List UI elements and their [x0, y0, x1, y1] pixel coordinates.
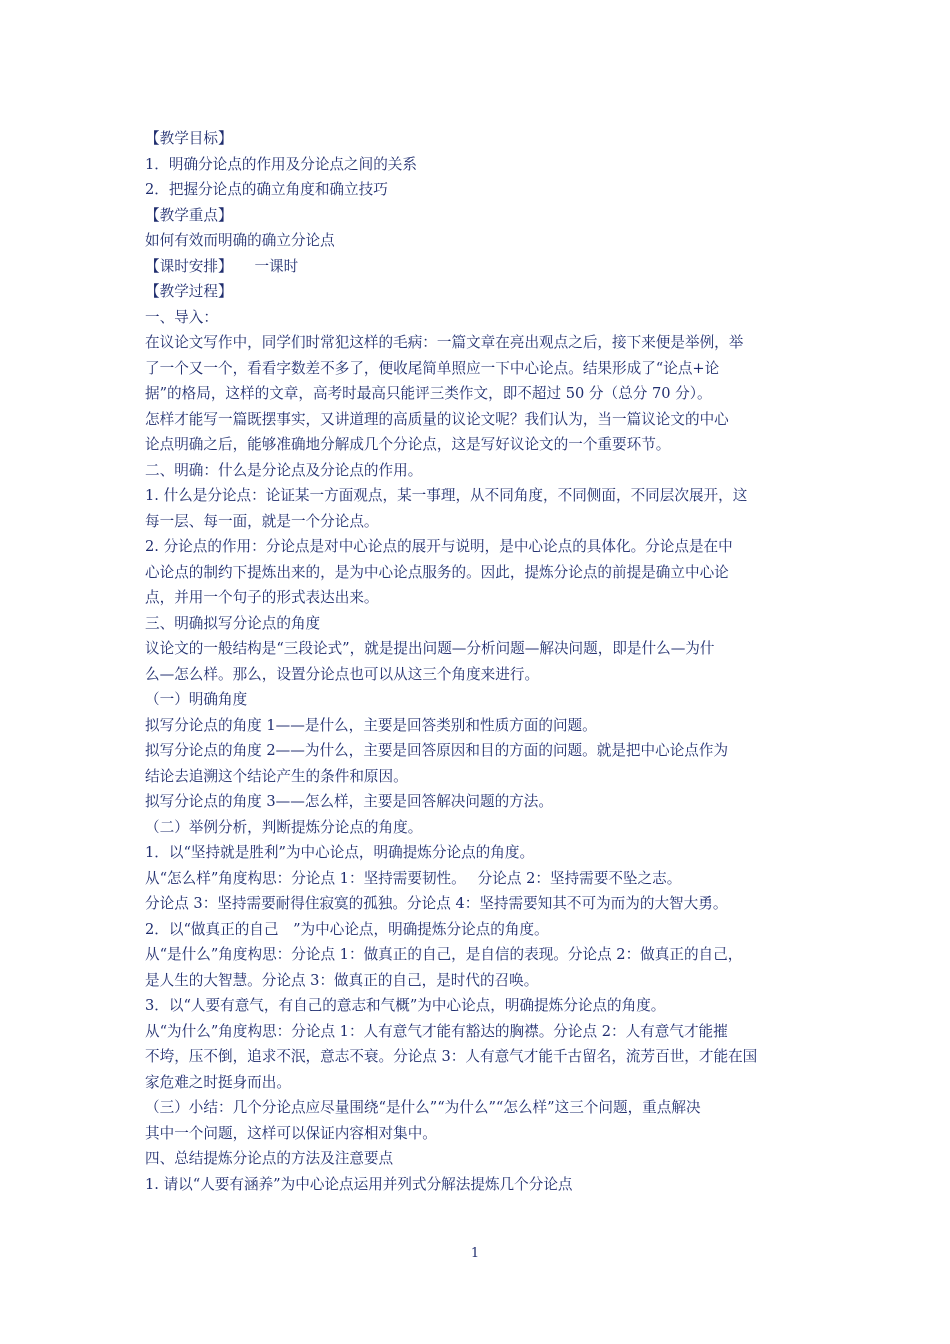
paragraph-line: 拟写分论点的角度 3——怎么样，主要是回答解决问题的方法。: [145, 793, 553, 810]
example-line: 分论点 3：坚持需要耐得住寂寞的孤独。分论点 4：坚持需要知其不可为而为的大智大勇。: [145, 895, 728, 912]
objective-item: 2．把握分论点的确立角度和确立技巧: [145, 181, 388, 198]
paragraph-line: 拟写分论点的角度 2——为什么，主要是回答原因和目的方面的问题。就是把中心论点作为: [145, 742, 729, 759]
example-line: 从“为什么”角度构思：分论点 1：人有意气才能有豁达的胸襟。分论点 2：人有意气才能摧: [145, 1022, 728, 1040]
summary-line: 其中一个问题，这样可以保证内容相对集中。: [145, 1124, 437, 1142]
example-line: 1．以“坚持就是胜利”为中心论点，明确提炼分论点的角度。: [145, 844, 535, 861]
example-line: 从“怎么样”角度构思：分论点 1：坚持需要韧性。 分论点 2：坚持需要不坠之志。: [145, 869, 682, 887]
paragraph-line: 论点明确之后，能够准确地分解成几个分论点，这是写好议论文的一个重要环节。: [145, 436, 671, 453]
paragraph-line: 议论文的一般结构是“三段论式”，就是提出问题—分析问题—解决问题，即是什么—为什: [145, 640, 715, 657]
paragraph-line: 怎样才能写一篇既摆事实，又讲道理的高质量的议论文呢？我们认为，当一篇议论文的中心: [145, 410, 729, 428]
key-point-text: 如何有效而明确的确立分论点: [145, 232, 335, 249]
example-line: 是人生的大智慧。分论点 3：做真正的自己，是时代的召唤。: [145, 971, 539, 989]
paragraph-line: 1. 什么是分论点：论证某一方面观点，某一事理，从不同角度，不同侧面，不同层次展开，这: [145, 487, 748, 504]
paragraph-line: 在议论文写作中，同学们时常犯这样的毛病：一篇文章在亮出观点之后，接下来便是举例，举: [145, 334, 744, 351]
paragraph-line: 点，并用一个句子的形式表达出来。: [145, 589, 379, 606]
page-number: 1: [470, 1246, 480, 1261]
paragraph-line: 么—怎么样。那么，设置分论点也可以从这三个角度来进行。: [145, 665, 540, 683]
paragraph-line: 2. 分论点的作用：分论点是对中心论点的展开与说明，是中心论点的具体化。分论点是在中: [145, 538, 733, 555]
subsection-heading: （二）举例分析，判断提炼分论点的角度。: [145, 818, 423, 836]
example-line: 2．以“做真正的自己 ”为中心论点，明确提炼分论点的角度。: [145, 920, 549, 938]
schedule-line: 【课时安排】 一课时: [145, 257, 299, 275]
paragraph-line: 了一个又一个，看看字数差不多了，便收尾简单照应一下中心论点。结果形成了“论点+论: [145, 359, 720, 377]
section-heading-process: 【教学过程】: [145, 283, 233, 300]
part-heading: 四、总结提炼分论点的方法及注意要点: [145, 1150, 394, 1167]
part-heading: 一、导入：: [145, 308, 218, 326]
subsection-heading: （一）明确角度: [145, 691, 248, 708]
paragraph-line: 每一层、每一面，就是一个分论点。: [145, 512, 379, 530]
paragraph-line: 心论点的制约下提炼出来的，是为中心论点服务的。因此，提炼分论点的前提是确立中心论: [145, 563, 729, 581]
example-line: 3．以“人要有意气，有自己的意志和气概”为中心论点，明确提炼分论点的角度。: [145, 997, 666, 1014]
part-heading: 二、明确：什么是分论点及分论点的作用。: [145, 461, 423, 479]
example-line: 从“是什么”角度构思：分论点 1：做真正的自己，是自信的表现。分论点 2：做真正的自己，: [145, 946, 743, 963]
paragraph-line: 1. 请以“人要有涵养”为中心论点运用并列式分解法提炼几个分论点: [145, 1175, 573, 1193]
example-line: 家危难之时挺身而出。: [145, 1073, 291, 1091]
paragraph-line: 结论去追溯这个结论产生的条件和原因。: [145, 767, 408, 785]
objective-item: 1．明确分论点的作用及分论点之间的关系: [145, 155, 417, 173]
summary-line: （三）小结：几个分论点应尽量围绕“是什么”“为什么”“怎么样”这三个问题，重点解决: [145, 1099, 701, 1116]
example-line: 不垮，压不倒，追求不泯，意志不衰。分论点 3：人有意气才能千古留名，流芳百世，才能在国: [145, 1048, 758, 1065]
section-heading-key-point: 【教学重点】: [145, 206, 233, 224]
section-heading-objectives: 【教学目标】: [145, 130, 233, 147]
paragraph-line: 拟写分论点的角度 1——是什么，主要是回答类别和性质方面的问题。: [145, 716, 597, 734]
paragraph-line: 据”的格局，这样的文章，高考时最高只能评三类作文，即不超过 50 分（总分 70 分）。: [145, 385, 712, 402]
lesson-plan-text: [145, 126, 813, 1197]
part-heading: 三、明确拟写分论点的角度: [145, 614, 321, 632]
